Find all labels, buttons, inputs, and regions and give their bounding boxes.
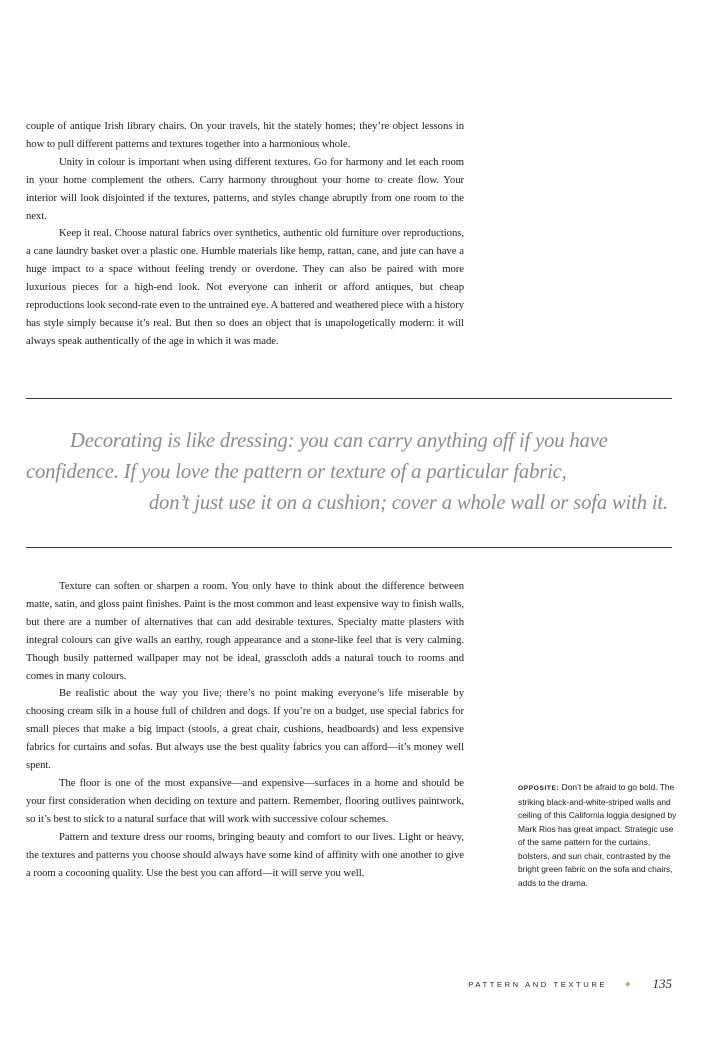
paragraph: couple of antique Irish library chairs. On your travels, hit the stately homes; they’re object lessons in how to pull different patterns and textures together into a harmonious whole. (26, 120, 464, 150)
body-text-top (26, 118, 464, 351)
body-text-bottom (26, 578, 464, 882)
pull-quote-line: don’t just use it on a cushion; cover a whole wall or sofa with it. (148, 492, 668, 514)
paragraph: Unity in colour is important when using different textures. Go for harmony and let each room in your home complement the others. Carry harmony throughout your home to create flow. Your interior will look disjointed if the textures, patterns, and styles change abruptly from one room to the next. (26, 155, 464, 222)
page-number: 135 (652, 976, 672, 991)
diamond-bullet-icon: ◆ (625, 980, 631, 988)
paragraph: Texture can soften or sharpen a room. You only have to think about the difference between matte, satin, and gloss paint finishes. Paint is the most common and least expensive way to finish walls, but there are a number of alternatives that can add desirable textures. Specialty matte plasters with integral colours can give walls an earthy, rough appearance and a stone-like feel that is very calming. Though busily patterned wallpaper may not be ideal, grasscloth adds a natural touch to rooms and comes in many colours. (26, 580, 464, 682)
paragraph: Pattern and texture dress our rooms, bringing beauty and comfort to our lives. Light or heavy, the textures and patterns you choose should always have some kind of affinity with one another to give a room a cocooning quality. Use the best you can afford—it will serve you well. (26, 830, 464, 879)
pull-quote-line: Decorating is like dressing: you can carry anything off if you have (70, 430, 608, 452)
pull-quote (26, 426, 672, 519)
pull-quote-line: confidence. If you love the pattern or texture of a particular fabric, (26, 461, 567, 483)
divider-top (26, 398, 672, 399)
paragraph: The floor is one of the most expansive—and expensive—surfaces in a home and should be your first consideration when deciding on texture and pattern. Remember, flooring outlives paintwork, so it’s best to stick to a natural surface that will work with successive colour schemes. (26, 776, 464, 825)
caption-label: OPPOSITE: (518, 785, 560, 792)
photo-caption (518, 781, 678, 890)
divider-bottom (26, 547, 672, 548)
caption-text: Don’t be afraid to go bold. The striking black-and-white-striped walls and ceiling of this California loggia designed by Mark Rios has great impact. Strategic use of the same pattern for the curtains, bolsters, and sun chair, contrasted by the bright green fabric on the sofa and chairs, adds to the drama. (518, 782, 677, 888)
running-footer-section: PATTERN AND TEXTURE (468, 979, 608, 989)
page-footer (468, 976, 672, 992)
paragraph: Keep it real. Choose natural fabrics over synthetics, authentic old furniture over reproductions, a cane laundry basket over a plastic one. Humble materials like hemp, rattan, cane, and jute can have a huge impact to a space without feeling trendy or overdone. They can also be paired with more luxurious pieces for a high-end look. Not everyone can inherit or afford antiques, but cheap reproductions look second-rate even to the untrained eye. A battered and weathered piece with a history has style simply because it’s real. But then so does an object that is unapologetically modern: it will always speak authentically of the age in which it was made. (26, 227, 464, 347)
paragraph: Be realistic about the way you live; there’s no point making everyone’s life miserable by choosing cream silk in a house full of children and dogs. If you’re on a budget, use special fabrics for small pieces that make a big impact (stools, a great chair, cushions, headboards) and less expensive fabrics for curtains and sofas. But always use the best quality fabrics you can afford—it’s money well spent. (26, 687, 464, 772)
